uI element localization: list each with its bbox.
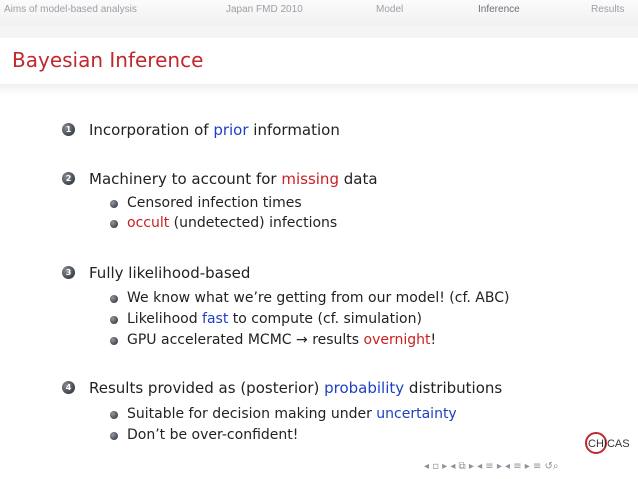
bullet-icon — [110, 200, 118, 208]
section-navigation-bar — [0, 0, 638, 26]
enum-item-text: Machinery to account for missing data — [89, 170, 378, 188]
nav-section-model[interactable]: Model — [376, 4, 404, 15]
bullet-icon — [110, 295, 118, 303]
bullet-icon — [110, 316, 118, 324]
enum-number-badge: 3 — [62, 266, 75, 279]
beamer-navigation-controls[interactable]: ◂ ▫ ▸ ◂ ⧉ ▸ ◂ ≡ ▸ ◂ ≡ ▸ ≡ ↺⌕ — [424, 461, 559, 472]
logo-text: CHICAS — [588, 438, 630, 450]
sub-bullet-text: occult (undetected) infections — [127, 215, 338, 231]
enum-item-text: Results provided as (posterior) probability distributions — [89, 379, 503, 397]
highlight-uncertainty: uncertainty — [376, 406, 457, 422]
sub-bullet-text: Suitable for decision making under uncertainty — [127, 406, 457, 422]
sub-bullet-text: Likelihood fast to compute (cf. simulation) — [127, 311, 422, 327]
sub-bullet-text: GPU accelerated MCMC → results overnight! — [127, 332, 437, 348]
bullet-icon — [110, 337, 118, 345]
bullet-icon — [110, 432, 118, 440]
enum-item-text: Fully likelihood-based — [89, 264, 251, 282]
bullet-icon — [110, 411, 118, 419]
nav-section-results[interactable]: Results — [591, 4, 625, 15]
chicas-logo — [584, 430, 636, 456]
sub-bullet-text: Censored infection times — [127, 195, 302, 211]
header-band — [0, 26, 638, 38]
enum-item-text: Incorporation of prior information — [89, 121, 340, 139]
nav-section-japan-fmd[interactable]: Japan FMD 2010 — [226, 4, 303, 15]
title-divider — [0, 84, 638, 96]
nav-section-inference[interactable]: Inference — [478, 4, 520, 15]
enum-number-badge: 1 — [62, 123, 75, 136]
slide-title: Bayesian Inference — [12, 48, 204, 72]
highlight-probability: probability — [324, 379, 405, 397]
sub-bullet-text: Don’t be over-confident! — [127, 427, 299, 443]
enum-number-badge: 2 — [62, 172, 75, 185]
highlight-fast: fast — [202, 311, 229, 327]
highlight-prior: prior — [213, 121, 249, 139]
highlight-overnight: overnight — [363, 332, 431, 348]
highlight-occult: occult — [127, 215, 170, 231]
sub-bullet-text: We know what we’re getting from our model! (cf. ABC) — [127, 290, 510, 306]
enum-number-badge: 4 — [62, 381, 75, 394]
bullet-icon — [110, 220, 118, 228]
nav-section-aims[interactable]: Aims of model-based analysis — [4, 4, 137, 15]
highlight-missing: missing — [281, 170, 339, 188]
